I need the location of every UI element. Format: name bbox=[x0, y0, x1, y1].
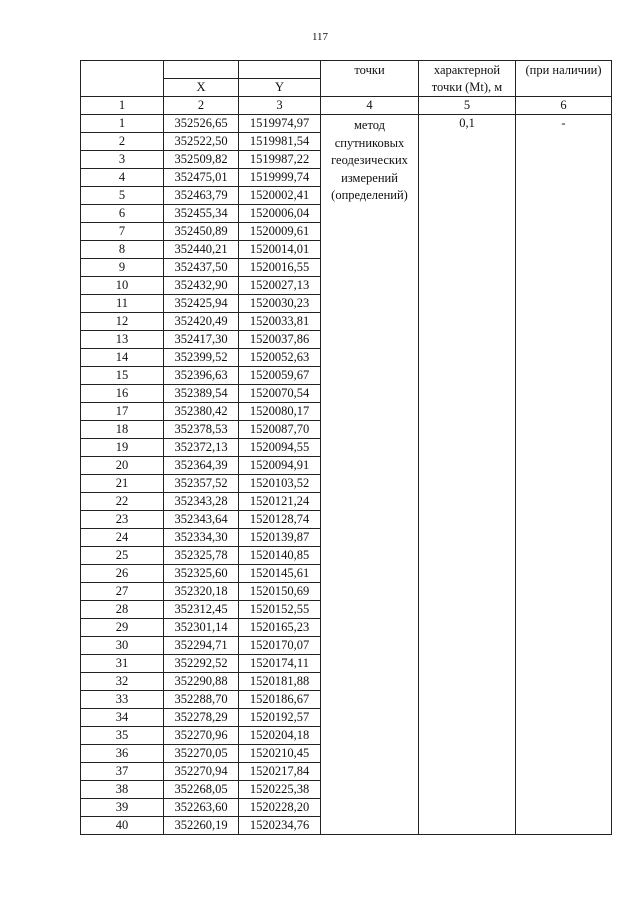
table-row bbox=[81, 115, 612, 133]
x-coordinate-cell: 352288,70 bbox=[164, 691, 239, 709]
x-coordinate-cell: 352364,39 bbox=[164, 457, 239, 475]
header-x-label: X bbox=[164, 79, 239, 97]
y-coordinate-cell: 1520128,74 bbox=[239, 511, 321, 529]
header-col6-label: (при наличии) bbox=[516, 61, 612, 79]
y-coordinate-cell: 1519974,97 bbox=[239, 115, 321, 133]
y-coordinate-cell: 1520037,86 bbox=[239, 331, 321, 349]
point-number-cell: 29 bbox=[81, 619, 164, 637]
point-number-cell: 9 bbox=[81, 259, 164, 277]
header-blank-col2 bbox=[164, 61, 239, 79]
x-coordinate-cell: 352509,82 bbox=[164, 151, 239, 169]
y-coordinate-cell: 1520165,23 bbox=[239, 619, 321, 637]
method-text-line: измерений bbox=[341, 170, 398, 185]
point-number-cell: 23 bbox=[81, 511, 164, 529]
x-coordinate-cell: 352425,94 bbox=[164, 295, 239, 313]
y-coordinate-cell: 1520217,84 bbox=[239, 763, 321, 781]
y-coordinate-cell: 1520121,24 bbox=[239, 493, 321, 511]
x-coordinate-cell: 352399,52 bbox=[164, 349, 239, 367]
x-coordinate-cell: 352526,65 bbox=[164, 115, 239, 133]
method-text-line: геодезических bbox=[331, 153, 408, 167]
point-number-cell: 21 bbox=[81, 475, 164, 493]
point-number-cell: 36 bbox=[81, 745, 164, 763]
method-cell bbox=[321, 115, 419, 835]
x-coordinate-cell: 352268,05 bbox=[164, 781, 239, 799]
y-coordinate-cell: 1520186,67 bbox=[239, 691, 321, 709]
point-number-cell: 7 bbox=[81, 223, 164, 241]
x-coordinate-cell: 352301,14 bbox=[164, 619, 239, 637]
column-number-row bbox=[81, 97, 612, 115]
point-number-cell: 22 bbox=[81, 493, 164, 511]
x-coordinate-cell: 352325,78 bbox=[164, 547, 239, 565]
y-coordinate-cell: 1520228,20 bbox=[239, 799, 321, 817]
y-coordinate-cell: 1520070,54 bbox=[239, 385, 321, 403]
point-number-cell: 17 bbox=[81, 403, 164, 421]
point-number-cell: 1 bbox=[81, 115, 164, 133]
x-coordinate-cell: 352325,60 bbox=[164, 565, 239, 583]
y-coordinate-cell: 1520145,61 bbox=[239, 565, 321, 583]
header-blank-col1-bottom bbox=[81, 79, 164, 97]
method-text-line: спутниковых bbox=[334, 135, 405, 150]
y-coordinate-cell: 1520150,69 bbox=[239, 583, 321, 601]
coordinates-table bbox=[80, 60, 612, 835]
x-coordinate-cell: 352522,50 bbox=[164, 133, 239, 151]
x-coordinate-cell: 352455,34 bbox=[164, 205, 239, 223]
y-coordinate-cell: 1519999,74 bbox=[239, 169, 321, 187]
x-coordinate-cell: 352270,96 bbox=[164, 727, 239, 745]
point-number-cell: 34 bbox=[81, 709, 164, 727]
y-coordinate-cell: 1520014,01 bbox=[239, 241, 321, 259]
point-number-cell: 6 bbox=[81, 205, 164, 223]
point-number-cell: 8 bbox=[81, 241, 164, 259]
y-coordinate-cell: 1520139,87 bbox=[239, 529, 321, 547]
point-number-cell: 3 bbox=[81, 151, 164, 169]
point-number-cell: 12 bbox=[81, 313, 164, 331]
point-number-cell: 20 bbox=[81, 457, 164, 475]
x-coordinate-cell: 352334,30 bbox=[164, 529, 239, 547]
y-coordinate-cell: 1520080,17 bbox=[239, 403, 321, 421]
y-coordinate-cell: 1520210,45 bbox=[239, 745, 321, 763]
y-coordinate-cell: 1520234,76 bbox=[239, 817, 321, 835]
header-row-top bbox=[81, 61, 612, 79]
y-coordinate-cell: 1520225,38 bbox=[239, 781, 321, 799]
column-number: 1 bbox=[81, 97, 164, 115]
point-number-cell: 16 bbox=[81, 385, 164, 403]
column-number: 2 bbox=[164, 97, 239, 115]
page-number: 117 bbox=[311, 31, 329, 43]
y-coordinate-cell: 1520027,13 bbox=[239, 277, 321, 295]
y-coordinate-cell: 1520103,52 bbox=[239, 475, 321, 493]
x-coordinate-cell: 352378,53 bbox=[164, 421, 239, 439]
column-number: 6 bbox=[516, 97, 612, 115]
y-coordinate-cell: 1520094,91 bbox=[239, 457, 321, 475]
x-coordinate-cell: 352357,52 bbox=[164, 475, 239, 493]
point-number-cell: 25 bbox=[81, 547, 164, 565]
y-coordinate-cell: 1520094,55 bbox=[239, 439, 321, 457]
header-col5-label-top: характерной bbox=[419, 61, 516, 79]
x-coordinate-cell: 352450,89 bbox=[164, 223, 239, 241]
x-coordinate-cell: 352290,88 bbox=[164, 673, 239, 691]
point-number-cell: 4 bbox=[81, 169, 164, 187]
x-coordinate-cell: 352270,05 bbox=[164, 745, 239, 763]
point-number-cell: 40 bbox=[81, 817, 164, 835]
point-number-cell: 19 bbox=[81, 439, 164, 457]
x-coordinate-cell: 352320,18 bbox=[164, 583, 239, 601]
header-y-label: Y bbox=[239, 79, 321, 97]
header-blank-col4-bottom bbox=[321, 79, 419, 97]
x-coordinate-cell: 352396,63 bbox=[164, 367, 239, 385]
point-number-cell: 38 bbox=[81, 781, 164, 799]
header-blank-col1 bbox=[81, 61, 164, 79]
column-number: 3 bbox=[239, 97, 321, 115]
y-coordinate-cell: 1520033,81 bbox=[239, 313, 321, 331]
y-coordinate-cell: 1520181,88 bbox=[239, 673, 321, 691]
y-coordinate-cell: 1520002,41 bbox=[239, 187, 321, 205]
point-number-cell: 32 bbox=[81, 673, 164, 691]
x-coordinate-cell: 352475,01 bbox=[164, 169, 239, 187]
point-number-cell: 5 bbox=[81, 187, 164, 205]
x-coordinate-cell: 352343,64 bbox=[164, 511, 239, 529]
x-coordinate-cell: 352263,60 bbox=[164, 799, 239, 817]
header-blank-col6-bottom bbox=[516, 79, 612, 97]
y-coordinate-cell: 1520140,85 bbox=[239, 547, 321, 565]
header-row-bottom bbox=[81, 79, 612, 97]
x-coordinate-cell: 352420,49 bbox=[164, 313, 239, 331]
x-coordinate-cell: 352389,54 bbox=[164, 385, 239, 403]
point-number-cell: 2 bbox=[81, 133, 164, 151]
y-coordinate-cell: 1519987,22 bbox=[239, 151, 321, 169]
y-coordinate-cell: 1520192,57 bbox=[239, 709, 321, 727]
y-coordinate-cell: 1520016,55 bbox=[239, 259, 321, 277]
x-coordinate-cell: 352292,52 bbox=[164, 655, 239, 673]
y-coordinate-cell: 1520204,18 bbox=[239, 727, 321, 745]
point-number-cell: 35 bbox=[81, 727, 164, 745]
x-coordinate-cell: 352278,29 bbox=[164, 709, 239, 727]
x-coordinate-cell: 352440,21 bbox=[164, 241, 239, 259]
point-number-cell: 11 bbox=[81, 295, 164, 313]
y-coordinate-cell: 1520059,67 bbox=[239, 367, 321, 385]
point-number-cell: 18 bbox=[81, 421, 164, 439]
y-coordinate-cell: 1519981,54 bbox=[239, 133, 321, 151]
y-coordinate-cell: 1520052,63 bbox=[239, 349, 321, 367]
point-number-cell: 15 bbox=[81, 367, 164, 385]
y-coordinate-cell: 1520152,55 bbox=[239, 601, 321, 619]
x-coordinate-cell: 352260,19 bbox=[164, 817, 239, 835]
y-coordinate-cell: 1520009,61 bbox=[239, 223, 321, 241]
method-text-line: метод bbox=[353, 118, 385, 132]
point-number-cell: 37 bbox=[81, 763, 164, 781]
method-text-line: (определений) bbox=[331, 188, 408, 202]
header-col5-label-bottom: точки (Mt), м bbox=[419, 79, 516, 97]
y-coordinate-cell: 1520030,23 bbox=[239, 295, 321, 313]
x-coordinate-cell: 352380,42 bbox=[164, 403, 239, 421]
header-blank-col3 bbox=[239, 61, 321, 79]
point-number-cell: 14 bbox=[81, 349, 164, 367]
point-number-cell: 13 bbox=[81, 331, 164, 349]
y-coordinate-cell: 1520170,07 bbox=[239, 637, 321, 655]
x-coordinate-cell: 352437,50 bbox=[164, 259, 239, 277]
x-coordinate-cell: 352417,30 bbox=[164, 331, 239, 349]
y-coordinate-cell: 1520174,11 bbox=[239, 655, 321, 673]
x-coordinate-cell: 352294,71 bbox=[164, 637, 239, 655]
point-number-cell: 27 bbox=[81, 583, 164, 601]
x-coordinate-cell: 352372,13 bbox=[164, 439, 239, 457]
point-number-cell: 10 bbox=[81, 277, 164, 295]
x-coordinate-cell: 352270,94 bbox=[164, 763, 239, 781]
x-coordinate-cell: 352432,90 bbox=[164, 277, 239, 295]
y-coordinate-cell: 1520087,70 bbox=[239, 421, 321, 439]
point-number-cell: 28 bbox=[81, 601, 164, 619]
accuracy-cell: 0,1 bbox=[419, 115, 516, 835]
coordinates-table-body bbox=[81, 61, 612, 835]
point-number-cell: 30 bbox=[81, 637, 164, 655]
column-number: 5 bbox=[419, 97, 516, 115]
x-coordinate-cell: 352463,79 bbox=[164, 187, 239, 205]
point-number-cell: 39 bbox=[81, 799, 164, 817]
x-coordinate-cell: 352343,28 bbox=[164, 493, 239, 511]
point-number-cell: 33 bbox=[81, 691, 164, 709]
column-number: 4 bbox=[321, 97, 419, 115]
point-number-cell: 24 bbox=[81, 529, 164, 547]
point-number-cell: 26 bbox=[81, 565, 164, 583]
point-number-cell: 31 bbox=[81, 655, 164, 673]
header-col4-label: точки bbox=[321, 61, 419, 79]
note-cell: - bbox=[516, 115, 612, 835]
y-coordinate-cell: 1520006,04 bbox=[239, 205, 321, 223]
x-coordinate-cell: 352312,45 bbox=[164, 601, 239, 619]
